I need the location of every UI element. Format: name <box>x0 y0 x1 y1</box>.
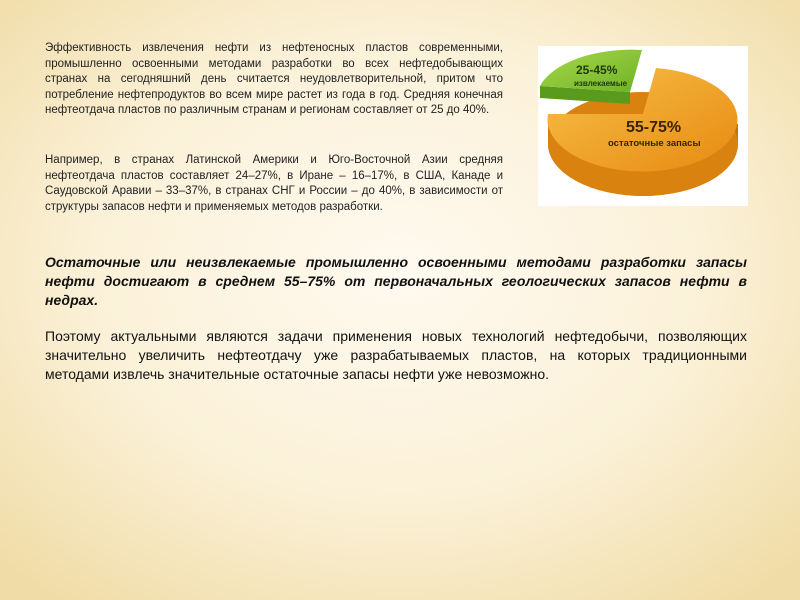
slice-extracted-sublabel: извлекаемые <box>574 79 628 88</box>
intro-paragraph: Эффективность извлечения нефти из нефтеносных пластов современными, промышленно освоенными методами разработки во всех нефтедобывающих странах на сегодняшний день считается неудовлетворительной, притом что потребление нефтепродуктов во всем мире растет из года в год. Средняя конечная нефтеотдача пластов по различным странам и регионам составляет от 25 до 40%. <box>45 42 503 116</box>
slice-remaining-label: 55-75% <box>626 119 682 136</box>
example-paragraph: Например, в странах Латинской Америки и Юго-Восточной Азии средняя нефтеотдача пластов составляет 24–27%, в Иране – 16–17%, в США, Канаде и Саудовской Аравии – 33–37%, в странах СНГ и России – до 40%, в зависимости от структуры запасов нефти и применяемых методов разработки. <box>45 154 503 213</box>
slice-extracted-label: 25-45% <box>576 63 618 77</box>
highlight-paragraph: Остаточные или неизвлекаемые промышленно освоенными методами разработки запасы нефти достигают в среднем 55–75% от первоначальных геологических запасов нефти в недрах. <box>45 254 747 308</box>
pie-chart <box>538 46 748 206</box>
conclusion-paragraph: Поэтому актуальными являются задачи применения новых технологий нефтедобычи, позволяющих значительно увеличить нефтеотдачу уже разрабатываемых пластов, на которых традиционными методами извлечь значительные остаточные запасы нефти уже невозможно. <box>45 328 747 382</box>
pie-chart-svg <box>538 46 748 206</box>
slice-remaining-sublabel: остаточные запасы <box>608 138 701 149</box>
